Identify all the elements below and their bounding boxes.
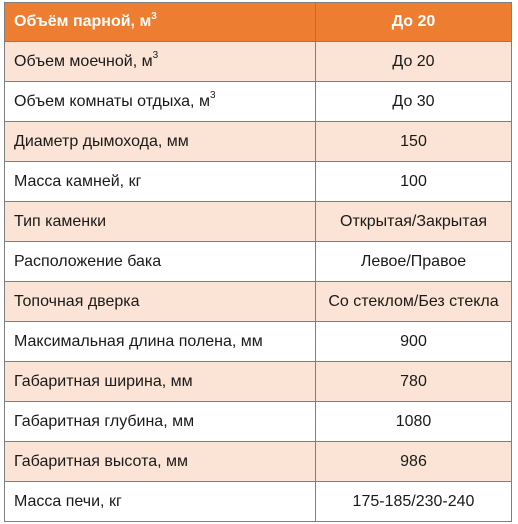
table-row bbox=[5, 242, 512, 282]
row-value-cell: До 20 bbox=[316, 42, 512, 82]
specifications-table bbox=[4, 2, 512, 522]
table-row bbox=[5, 202, 512, 242]
table-row bbox=[5, 362, 512, 402]
row-label-cell bbox=[5, 42, 316, 82]
header-label-cell bbox=[5, 3, 316, 42]
table-row bbox=[5, 122, 512, 162]
row-label-cell: Топочная дверка bbox=[5, 282, 316, 322]
row-label-cell: Диаметр дымохода, мм bbox=[5, 122, 316, 162]
table-row bbox=[5, 82, 512, 122]
row-label-cell bbox=[5, 82, 316, 122]
row-value-cell: 780 bbox=[316, 362, 512, 402]
table-row bbox=[5, 162, 512, 202]
table-row bbox=[5, 402, 512, 442]
row-label-cell: Максимальная длина полена, мм bbox=[5, 322, 316, 362]
row-label-text: Объем моечной, м bbox=[14, 52, 153, 70]
row-value-cell: До 30 bbox=[316, 82, 512, 122]
row-value-cell: Левое/Правое bbox=[316, 242, 512, 282]
row-label-cell: Габаритная глубина, мм bbox=[5, 402, 316, 442]
header-value-cell: До 20 bbox=[316, 3, 512, 42]
table-row bbox=[5, 322, 512, 362]
row-value-cell: Открытая/Закрытая bbox=[316, 202, 512, 242]
header-label-superscript: 3 bbox=[151, 10, 157, 22]
table-row bbox=[5, 282, 512, 322]
row-value-cell: 986 bbox=[316, 442, 512, 482]
row-label-cell: Тип каменки bbox=[5, 202, 316, 242]
row-value-cell: 175-185/230-240 bbox=[316, 482, 512, 522]
table-row bbox=[5, 442, 512, 482]
row-value-cell: 100 bbox=[316, 162, 512, 202]
table-header-row bbox=[5, 3, 512, 42]
row-value-cell: Со стеклом/Без стекла bbox=[316, 282, 512, 322]
row-value-cell: 1080 bbox=[316, 402, 512, 442]
row-value-cell: 900 bbox=[316, 322, 512, 362]
header-label-text: Объём парной, м bbox=[14, 13, 152, 30]
row-value-cell: 150 bbox=[316, 122, 512, 162]
row-label-cell: Габаритная высота, мм bbox=[5, 442, 316, 482]
row-label-superscript: 3 bbox=[209, 90, 216, 102]
row-label-cell: Масса печи, кг bbox=[5, 482, 316, 522]
table-row bbox=[5, 482, 512, 522]
row-label-cell: Габаритная ширина, мм bbox=[5, 362, 316, 402]
row-label-superscript: 3 bbox=[152, 50, 159, 62]
row-label-text: Объем комнаты отдыха, м bbox=[14, 92, 210, 110]
row-label-cell: Масса камней, кг bbox=[5, 162, 316, 202]
row-label-cell: Расположение бака bbox=[5, 242, 316, 282]
table-row bbox=[5, 42, 512, 82]
